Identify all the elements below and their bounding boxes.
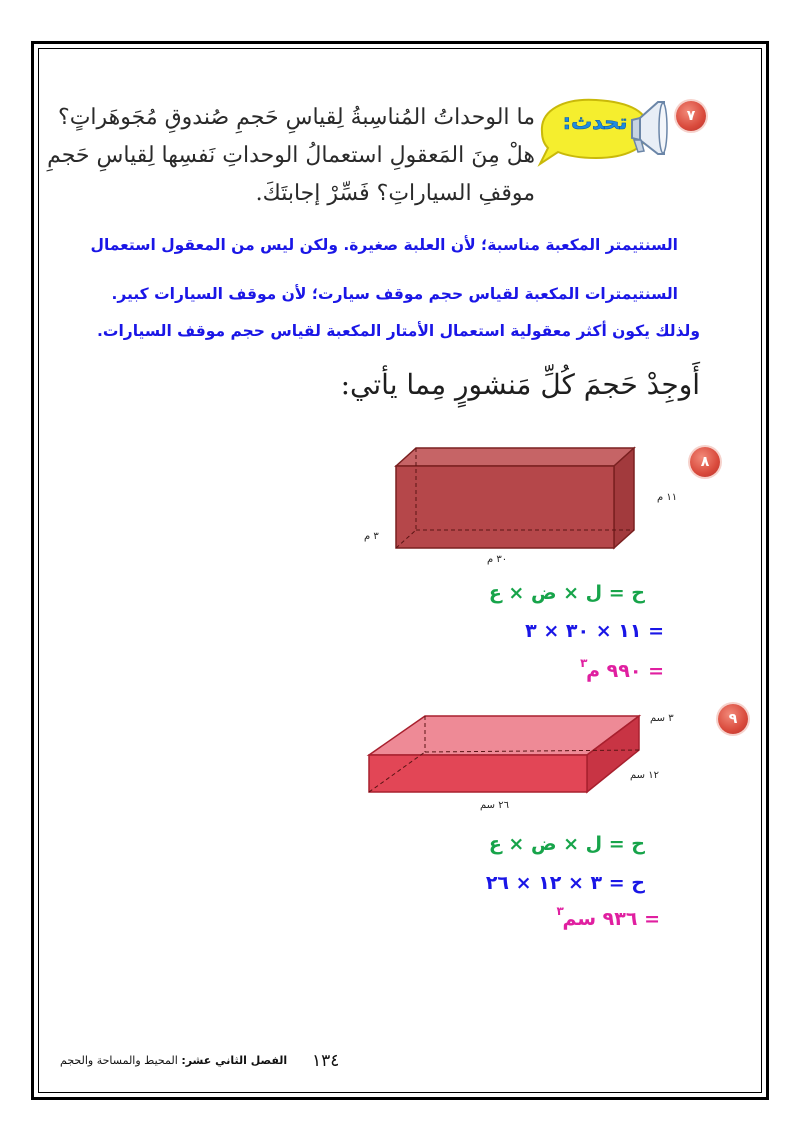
prism-8-side-face xyxy=(614,448,634,548)
answer-7-line-2: السنتيمترات المكعبة لقياس حجم موقف سيارت؛ لأن موقف السيارات كبير. xyxy=(111,285,678,303)
question-7-badge xyxy=(676,101,706,131)
rectangular-prism-9 xyxy=(365,700,645,810)
prism-8-step-2 xyxy=(580,656,664,682)
rectangular-prism-8 xyxy=(380,440,650,560)
prism-8-front-face xyxy=(396,466,614,548)
question-8-number: ٨ xyxy=(700,454,710,470)
prism-9-step-1: ح = ٣ × ١٢ × ٢٦ xyxy=(485,872,645,894)
question-9-number: ٩ xyxy=(728,711,738,727)
page-number: ١٣٤ xyxy=(312,1051,340,1071)
talk-icon xyxy=(534,88,674,170)
prism-9-length-label: ٢٦ سم xyxy=(480,800,509,811)
question-7-line-1: ما الوحداتُ المُناسِبةُ لِقياسِ حَجمِ صُندوقِ مُجَوهَراتٍ؟ xyxy=(58,105,535,130)
question-9-badge xyxy=(718,704,748,734)
question-7-line-3: موقفِ السياراتِ؟ فَسِّرْ إجابتَكَ. xyxy=(255,181,535,206)
footer-chapter-label: الفصل الثاني عشر: xyxy=(181,1054,288,1067)
footer-chapter xyxy=(60,1054,287,1067)
talk-label: تحدث: xyxy=(562,110,628,134)
prism-9-step-2-exponent: ٣ xyxy=(556,904,564,918)
answer-7-line-3: ولذلك يكون أكثر معقولية استعمال الأمتار المكعبة لقياس حجم موقف السيارات. xyxy=(97,322,700,340)
prism-9-width-label: ١٢ سم xyxy=(630,770,659,781)
prism-9-step-2-value: = ٩٣٦ سم xyxy=(562,908,660,930)
prism-9-height-label: ٣ سم xyxy=(650,713,674,724)
question-7-line-2: هلْ مِنَ المَعقولِ استعمالُ الوحداتِ نَفسِها لِقياسِ حَجمِ xyxy=(47,143,535,168)
question-8-badge xyxy=(690,447,720,477)
prism-8-step-1: = ١١ × ٣٠ × ٣ xyxy=(525,620,664,642)
prism-8-step-2-exponent: ٣ xyxy=(580,656,588,670)
prism-8-top-face xyxy=(396,448,634,466)
footer-chapter-title: المحيط والمساحة والحجم xyxy=(60,1054,178,1067)
question-7-number: ٧ xyxy=(686,108,696,124)
prism-8-height-label: ١١ م xyxy=(657,492,678,503)
prism-8-formula: ح = ل × ض × ع xyxy=(488,582,645,604)
prism-9-formula: ح = ل × ض × ع xyxy=(488,833,645,855)
answer-7-line-1: السنتيمتر المكعبة مناسبة؛ لأن العلبة صغيرة. ولكن ليس من المعقول استعمال xyxy=(90,236,678,254)
prism-9-step-2 xyxy=(556,904,660,930)
section-heading: أَوجِدْ حَجمَ كُلِّ مَنشورٍ مِما يأتي: xyxy=(340,368,700,401)
prism-9-front-face xyxy=(369,755,587,792)
prism-8-length-label: ٣٠ م xyxy=(487,554,508,565)
prism-8-step-2-value: = ٩٩٠ م xyxy=(586,660,664,682)
prism-8-width-label: ٣ م xyxy=(364,531,379,542)
